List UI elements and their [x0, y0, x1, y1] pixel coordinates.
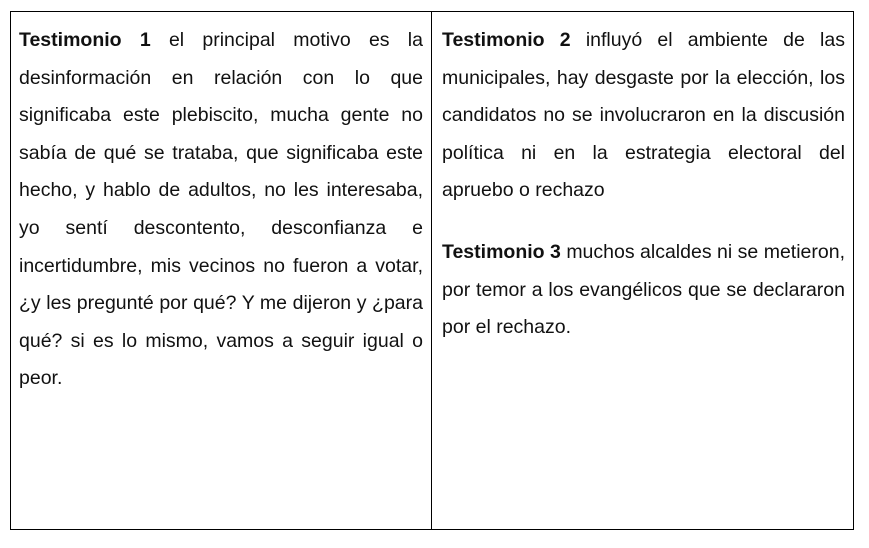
testimonio-2-text: influyó el ambiente de las municipales, hay desgaste por la elección, los candidatos no se involucraron en la discusión política ni en la estrategia electoral del apruebo o rechazo [442, 29, 845, 202]
testimonio-3 [442, 234, 845, 347]
testimonio-2-label: Testimonio 2 [442, 29, 571, 51]
table-cell-right [432, 12, 853, 529]
testimonio-3-label: Testimonio 3 [442, 240, 561, 263]
table-cell-left [11, 12, 432, 529]
testimonio-1-label: Testimonio 1 [19, 29, 151, 51]
testimonios-table [10, 11, 854, 530]
testimonio-1 [19, 22, 423, 398]
testimonio-3-text: muchos alcaldes ni se metieron, por temor a los evangélicos que se declararon por el rechazo. [442, 240, 845, 339]
testimonio-1-text: el principal motivo es la desinformación en relación con lo que significaba este plebiscito, mucha gente no sabía de qué se trataba, que significaba este hecho, y hablo de adultos, no les interesaba, yo sentí descontento, desconfianza e incertidumbre, mis vecinos no fueron a votar, ¿y les pregunté por qué? Y me dijeron y ¿para qué? si es lo mismo, vamos a seguir igual o peor. [19, 29, 423, 390]
testimonio-2 [442, 22, 845, 210]
